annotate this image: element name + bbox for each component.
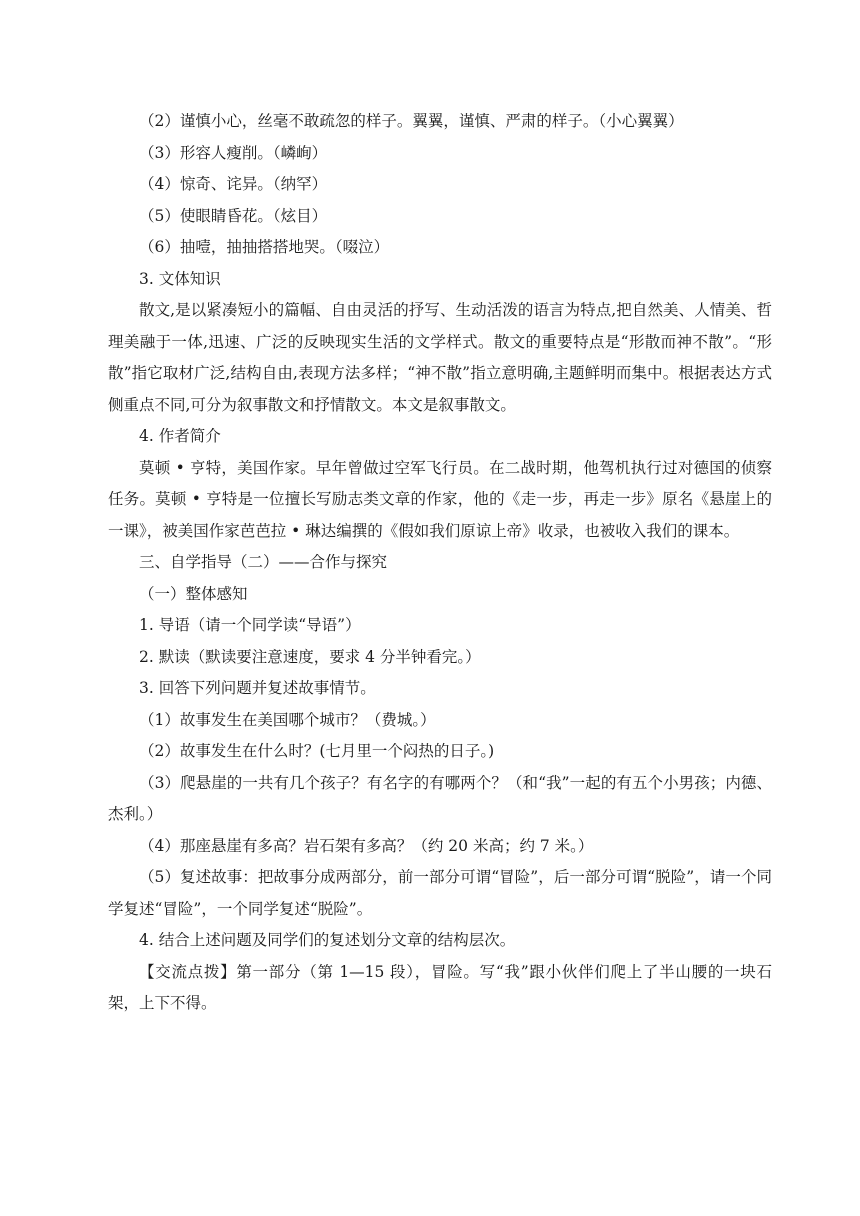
heading-genre-knowledge: 3. 文体知识 [139,269,221,288]
paragraph-summary: 【交流点拨】第一部分（第 1—15 段），冒险。写“我”跟小伙伴们爬上了半山腰的一块石架，上下不得。 [108,962,772,1012]
vocab-item-4: （4）惊奇、诧异。（纳罕） [139,175,328,193]
vocab-item-6: （6）抽噎，抽抽搭搭地哭。（啜泣） [139,238,390,256]
question-1: （1）故事发生在美国哪个城市？（费城。） [139,710,436,729]
paragraph-author: 莫顿 • 亨特，美国作家。早年曾做过空军飞行员。在二战时期，他驾机执行过对德国的侦察任务。莫顿 • 亨特是一位擅长写励志类文章的作家，他的《走一步，再走一步》原名《悬崖上的一课》，被美国作家芭芭拉 • 琳达编撰的《假如我们原谅上帝》收录，也被收入我们的课本。 [108,458,772,540]
section-heading-self-study-2: 三、自学指导（二）——合作与探究 [139,553,388,571]
paragraph-prose: 散文,是以紧凑短小的篇幅、自由灵活的抒写、生动活泼的语言为特点,把自然美、人情美、哲理美融于一体,迅速、广泛的反映现实生活的文学样式。散文的重要特点是“形散而神不散”。“形散”指它取材广泛,结构自由,表现方法多样；“神不散”指立意明确,主题鲜明而集中。根据表达方式侧重点不同,可分为叙事散文和抒情散文。本文是叙事散文。 [108,301,772,414]
question-4: （4）那座悬崖有多高？岩石架有多高？（约 20 米高；约 7 米。） [139,836,594,855]
question-5: （5）复述故事：把故事分成两部分，前一部分可谓“冒险”，后一部分可谓“脱险”，请一个同学复述“冒险”，一个同学复述“脱险”。 [108,868,772,918]
question-2: （2）故事发生在什么时？(七月里一个闷热的日子。) [139,742,495,760]
heading-author-intro: 4. 作者简介 [139,427,221,445]
question-3: （3）爬悬崖的一共有几个孩子？有名字的有哪两个？（和“我”一起的有五个小男孩；内德、杰利。） [108,773,772,823]
item-silent-reading: 2. 默读（默读要注意速度，要求 4 分半钟看完。） [139,647,481,666]
vocab-item-5: （5）使眼睛昏花。（炫目） [139,206,328,225]
vocab-item-3: （3）形容人瘦削。（嶙峋） [139,143,328,162]
vocab-item-2: （2）谨慎小心，丝毫不敢疏忽的样子。翼翼，谨慎、严肃的样子。（小心翼翼） [139,112,684,130]
item-answer-questions: 3. 回答下列问题并复述故事情节。 [139,679,376,697]
document-page [108,106,772,1020]
item-structure: 4. 结合上述问题及同学们的复述划分文章的结构层次。 [139,931,516,949]
item-intro: 1. 导语（请一个同学读“导语”） [139,616,361,634]
subsection-overall-perception: （一）整体感知 [139,584,248,603]
